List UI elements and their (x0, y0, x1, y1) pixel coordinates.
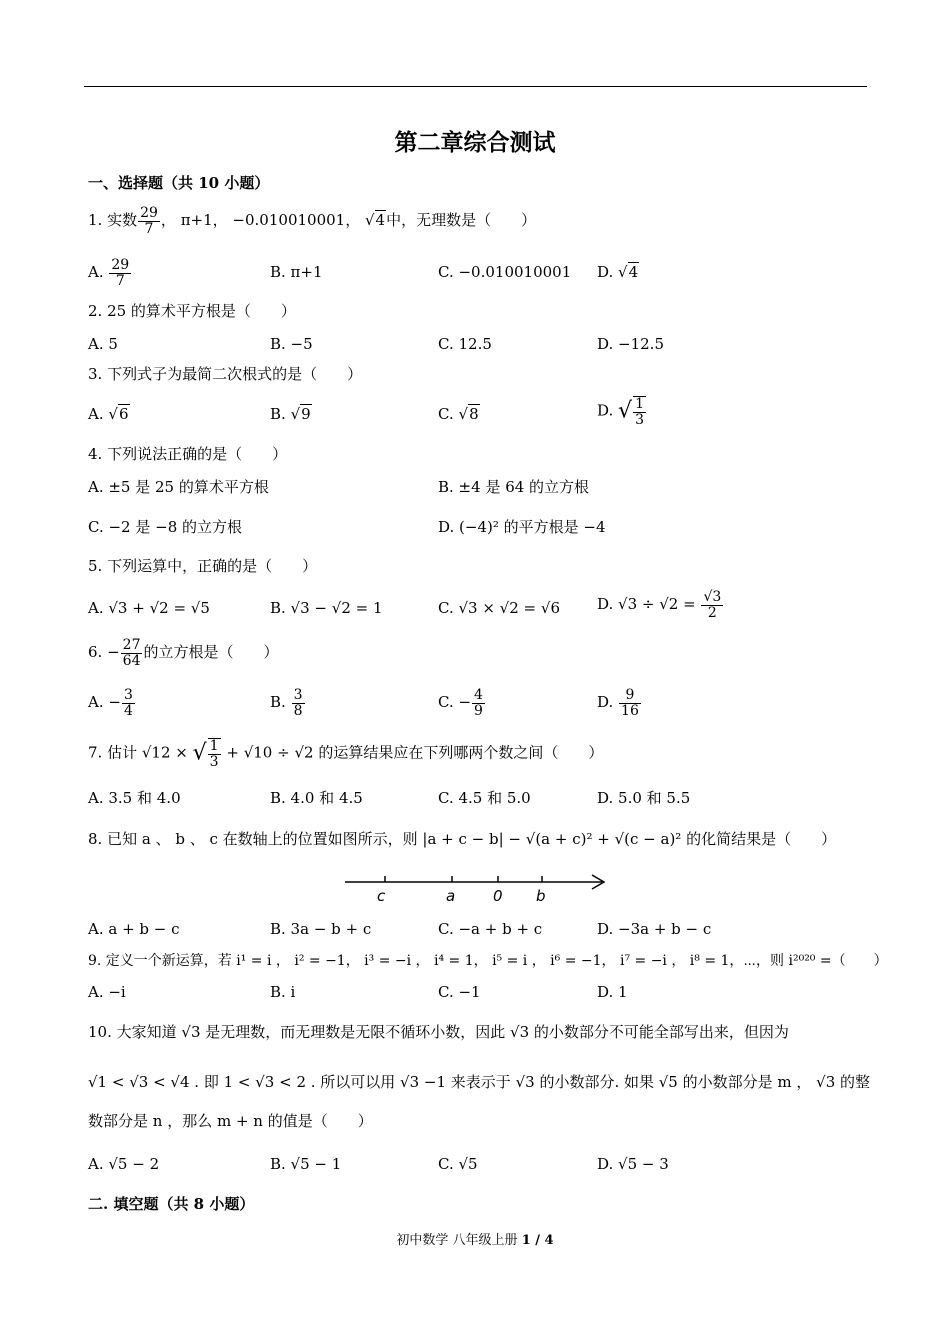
q6-option-a[interactable]: A. − $\frac{3}{4}$ (88, 687, 133, 719)
fraction: $\frac{29}{7}$ (140, 205, 158, 237)
q7-option-b[interactable]: B. 4.0 和 4.5 (270, 789, 363, 807)
q8-option-a[interactable]: A. a + b − c (88, 920, 180, 938)
q9-option-d[interactable]: D. 1 (597, 983, 628, 1001)
q7-option-c[interactable]: C. 4.5 和 5.0 (438, 789, 531, 807)
q2-option-c[interactable]: C. 12.5 (438, 335, 492, 353)
q4-option-c[interactable]: C. −2 是 −8 的立方根 (88, 518, 243, 536)
sqrt-expression: √4 (364, 211, 386, 230)
question-1: 1. 实数 $\frac{29}{7}$ ， π+1， −0.010010001， √4中，无理数是（ ） (88, 205, 537, 237)
q3-option-c[interactable]: C. √8 (438, 405, 479, 423)
axis-label-c: c (377, 887, 386, 905)
section-heading-choice: 一、选择题（共 10 小题） (88, 174, 270, 192)
q1-option-d[interactable]: D. √4 (597, 263, 639, 281)
q8-option-d[interactable]: D. −3a + b − c (597, 920, 712, 938)
header-rule (84, 86, 867, 87)
question-2: 2. 25 的算术平方根是（ ） (88, 302, 296, 320)
q6-option-c[interactable]: C. − $\frac{4}{9}$ (438, 687, 483, 719)
footer-course: 初中数学 八年级上册 (396, 1233, 518, 1248)
question-6: 6. − $\frac{27}{64}$ 的立方根是（ ） (88, 637, 279, 669)
q5-option-b[interactable]: B. √3 − √2 = 1 (270, 599, 383, 617)
question-7: 7. 估计 √12 × √ $\frac{1}{3}$ + √10 ÷ √2 的运算结果应在下列哪两个数之间（ ） (88, 738, 604, 770)
axis-label-0: 0 (493, 887, 503, 905)
q7-option-d[interactable]: D. 5.0 和 5.5 (597, 789, 691, 807)
q9-option-c[interactable]: C. −1 (438, 983, 481, 1001)
question-5: 5. 下列运算中，正确的是（ ） (88, 557, 318, 575)
q4-option-d[interactable]: D. (−4)² 的平方根是 −4 (438, 518, 606, 536)
question-9: 9. 定义一个新运算，若 i¹ = i ， i² = −1， i³ = −i ， i⁴ = 1， i⁵ = i ， i⁶ = −1， i⁷ = −i ， i⁸ = 1，⋯，则 i²⁰²⁰ =（ ） (88, 953, 888, 969)
q6-option-d[interactable]: D. $\frac{9}{16}$ (597, 687, 639, 719)
q10-option-d[interactable]: D. √5 − 3 (597, 1155, 669, 1173)
q6-option-b[interactable]: B. $\frac{3}{8}$ (270, 687, 303, 719)
q5-option-c[interactable]: C. √3 × √2 = √6 (438, 599, 560, 617)
q4-option-b[interactable]: B. ±4 是 64 的立方根 (438, 478, 590, 496)
axis-label-a: a (446, 887, 456, 905)
question-4: 4. 下列说法正确的是（ ） (88, 445, 288, 463)
section-heading-fill-in: 二. 填空题（共 8 小题） (88, 1195, 255, 1213)
q10-option-b[interactable]: B. √5 − 1 (270, 1155, 342, 1173)
q10-option-a[interactable]: A. √5 − 2 (88, 1155, 160, 1173)
q3-option-b[interactable]: B. √9 (270, 405, 311, 423)
question-10-line-3: 数部分是 n ，那么 m + n 的值是（ ） (88, 1112, 373, 1130)
q7-option-a[interactable]: A. 3.5 和 4.0 (88, 789, 181, 807)
q8-option-c[interactable]: C. −a + b + c (438, 920, 543, 938)
q4-option-a[interactable]: A. ±5 是 25 的算术平方根 (88, 478, 269, 496)
page-footer (0, 1229, 950, 1248)
q9-option-a[interactable]: A. −i (88, 983, 126, 1001)
question-10-line-1: 10. 大家知道 √3 是无理数，而无理数是无限不循环小数，因此 √3 的小数部分不可能全部写出来，但因为 (88, 1023, 789, 1041)
q3-option-a[interactable]: A. √6 (88, 405, 129, 423)
q9-option-b[interactable]: B. i (270, 983, 296, 1001)
q8-option-b[interactable]: B. 3a − b + c (270, 920, 372, 938)
q2-option-b[interactable]: B. −5 (270, 335, 313, 353)
number-line-figure (340, 866, 610, 906)
question-10-line-2: √1 < √3 < √4 . 即 1 < √3 < 2 . 所以可以用 √3 −1 来表示于 √3 的小数部分. 如果 √5 的小数部分是 m ， √3 的整 (88, 1073, 871, 1091)
q10-option-c[interactable]: C. √5 (438, 1155, 478, 1173)
question-3: 3. 下列式子为最简二次根式的是（ ） (88, 365, 363, 383)
axis-label-b: b (536, 887, 546, 905)
q1-option-a[interactable]: A. $\frac{29}{7}$ (88, 257, 130, 289)
question-8: 8. 已知 a 、 b 、 c 在数轴上的位置如图所示，则 |a + c − b| − √(a + c)² + √(c − a)² 的化简结果是（ ） (88, 830, 837, 848)
q5-option-d[interactable]: D. √3 ÷ √2 = $\frac{√3}{2}$ (597, 589, 722, 621)
q1-option-c[interactable]: C. −0.010010001 (438, 263, 572, 281)
q3-option-d[interactable]: D. √ $\frac{1}{3}$ (597, 396, 644, 428)
page-number: 1 / 4 (521, 1233, 554, 1248)
page-title: 第二章综合测试 (394, 129, 556, 156)
q1-option-b[interactable]: B. π+1 (270, 263, 323, 281)
q2-option-d[interactable]: D. −12.5 (597, 335, 664, 353)
q5-option-a[interactable]: A. √3 + √2 = √5 (88, 599, 210, 617)
q2-option-a[interactable]: A. 5 (88, 335, 118, 353)
